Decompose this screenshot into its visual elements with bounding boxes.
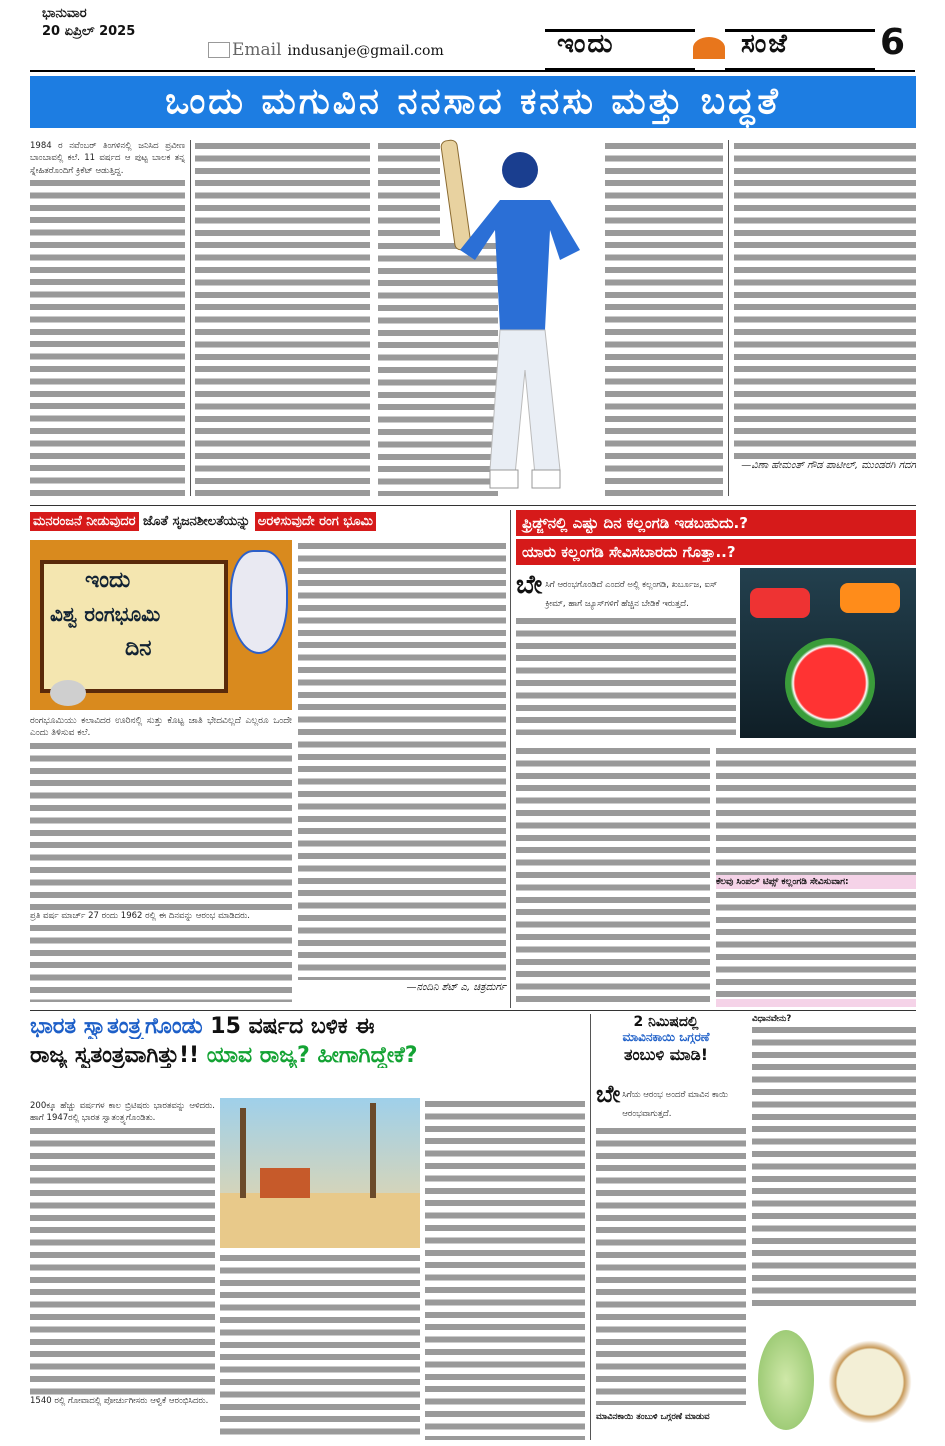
freedom-headline-green: ಯಾವ ರಾಜ್ಯ? ಹೀಗಾಗಿದ್ದೇಕೆ? [206, 1043, 418, 1068]
fridge-lead [516, 572, 736, 742]
email-address[interactable]: indusanje@gmail.com [287, 43, 444, 59]
email-label: Email [232, 40, 282, 60]
lead-column-5 [734, 140, 916, 496]
house-icon [260, 1168, 310, 1198]
berries-icon [750, 588, 810, 618]
envelope-icon [208, 42, 230, 58]
oranges-icon [840, 583, 900, 613]
fridge-opening: ಸಿಗೆ ಆರಂಭಗೊಂಡಿದೆ ಎಂದರೆ ಅಲ್ಲಿ ಕಲ್ಲಂಗಡಿ, ಖರ್ಬೂಜ, ಐಸ್ ಕ್ರೀಮ್, ಹಾಗೆ ಜ್ಯೂಸ್‌ಗಳಿಗೆ ಹೆಚ್ಚಿನ ಬೇಡಿಕೆ ಇರುತ್ತದೆ. [545, 580, 718, 610]
logo-left-text: ಇಂದು [557, 29, 615, 59]
section-rule [30, 505, 916, 506]
theatre-signboard [40, 560, 228, 693]
theatre-image-line3: ದಿನ [125, 636, 152, 661]
theatre-byline: —ನಂದಿನಿ ಶೆಟ್ ಎ, ಚಿತ್ರದುರ್ಗ [406, 982, 506, 993]
freedom-year-line: 1540 ರಲ್ಲಿ ಗೋವಾದಲ್ಲಿ ಪೋರ್ಚುಗೀಸರು ಆಳ್ವಿಕೆ ಆರಂಭಿಸಿದರು. [30, 1395, 209, 1406]
lead-column-4 [605, 140, 723, 496]
theatre-headline-red2: ಅರಳಿಸುವುದೇ ರಂಗ ಭೂಮಿ [255, 512, 376, 531]
issue-date: 20 ಏಪ್ರಿಲ್ 2025 [42, 24, 136, 39]
mango-headline [596, 1014, 736, 1078]
freedom-text-lines [30, 1125, 215, 1395]
freedom-headline-line2: ರಾಜ್ಯ ಸ್ವತಂತ್ರವಾಗಿತ್ತು!! [30, 1043, 200, 1068]
page-number: 6 [880, 22, 906, 63]
theatre-image-line2: ವಿಶ್ವ ರಂಗಭೂಮಿ [50, 602, 161, 626]
masthead-rule [30, 70, 915, 72]
goa-beach-image [220, 1098, 420, 1248]
fridge-text-lines [516, 615, 736, 735]
theatre-headline-rest: ಜೊತೆ ಸೃಜನಶೀಲತೆಯನ್ನು [143, 514, 251, 529]
theatre-text-lines [30, 740, 292, 910]
email-line [232, 40, 444, 60]
freedom-opening: 200ಕ್ಕೂ ಹೆಚ್ಚು ವರ್ಷಗಳ ಕಾಲ ಬ್ರಿಟಿಷರು ಭಾರತವನ್ನು ಆಳಿದರು. ಹಾಗೆ 1947ರಲ್ಲಿ ಭಾರತ ಸ್ವಾತಂತ್ರ್ಯಗೊಂಡಿತು. [30, 1101, 215, 1124]
mask-icon [230, 550, 288, 654]
freedom-headline-blue: ಭಾರತ ಸ್ವಾತಂತ್ರ್ಯಗೊಂಡು [30, 1014, 203, 1039]
theatre-column-2 [298, 540, 506, 980]
mango-headline-1: 2 ನಿಮಿಷದಲ್ಲಿ [633, 1014, 699, 1030]
mango-column-2 [752, 1014, 916, 1314]
mango-text-lines [752, 1024, 916, 1309]
theatre-column-1 [30, 715, 292, 1005]
fridge-text-lines [716, 745, 916, 875]
cricketer-illustration [440, 130, 600, 505]
fridge-tips-title: ಕೆಲವು ಸಿಂಪಲ್ ಟಿಪ್ಸ್ ಕಲ್ಲಂಗಡಿ ಸೇವಿಸುವಾಗ: [716, 877, 849, 887]
lead-byline: —ವಿಣಾ ಹೇಮಂತ್ ಗೌಡ ಪಾಟೀಲ್, ಮುಂಡರಗಿ ಗದಗ [741, 460, 916, 471]
theatre-date-line: ಪ್ರತಿ ವರ್ಷ ಮಾರ್ಚ್ 27 ರಂದು 1962 ರಲ್ಲಿ ಈ ದಿನವನ್ನು ಆರಂಭ ಮಾಡಿದರು. [30, 910, 250, 921]
fridge-column-1 [516, 745, 710, 1005]
freedom-headline [30, 1014, 585, 1094]
lead-column-3a [378, 140, 440, 236]
freedom-headline-number: 15 [210, 1014, 241, 1039]
mango-side-heading: ವಿಧಾನವೇನು? [752, 1014, 792, 1024]
fridge-dropcap: ಬೇ [516, 570, 543, 600]
cricketer-photo [440, 130, 600, 505]
theatre-opening: ರಂಗಭೂಮಿಯು ಕಲಾವಿದರ ಊರಿನಲ್ಲಿ ಸುತ್ತು ಕೊಟ್ಟ ಜಾತಿ ಭೇದವಿಲ್ಲದೆ ಎಲ್ಲರೂ ಒಂದೇ ಎಂದು ತಿಳಿಸುವ ಕಲೆ. [30, 716, 292, 739]
fridge-photo [740, 568, 916, 738]
theatre-text-lines [30, 922, 292, 1002]
fridge-headline-1: ಫ್ರಿಡ್ಜ್‌ನಲ್ಲಿ ಎಷ್ಟು ದಿನ ಕಲ್ಲಂಗಡಿ ಇಡಬಹುದು.? [516, 510, 916, 536]
freedom-column-1 [30, 1100, 215, 1440]
fridge-headline-2: ಯಾರು ಕಲ್ಲಂಗಡಿ ಸೇವಿಸಬಾರದು ಗೊತ್ತಾ..? [516, 539, 916, 565]
column-rule [510, 510, 511, 1008]
lead-column-2 [195, 140, 370, 496]
palm-tree-icon [240, 1108, 246, 1198]
freedom-column-2 [220, 1252, 420, 1440]
mango-headline-2: ಮಾವಿನಕಾಯಿ ಒಗ್ಗರಣೆ [622, 1030, 710, 1044]
mango-opening: ಸಿಗೆಯ ಆರಂಭ ಅಂದರೆ ಮಾವಿನ ಕಾಯಿ ಆರಂಭವಾಗುತ್ತದೆ. [622, 1090, 728, 1120]
freedom-column-3 [425, 1098, 585, 1440]
mango-column-1 [596, 1082, 746, 1402]
column-rule [590, 1014, 591, 1440]
mango-bottom-heading: ಮಾವಿನಕಾಯಿ ತಂಬುಳಿ ಒಗ್ಗರಣೆ ಮಾಡುವ [596, 1412, 710, 1422]
tambuli-bowl-icon [828, 1340, 912, 1424]
theatre-image-line1: ಇಂದು [85, 568, 131, 593]
logo [545, 27, 875, 67]
mango-dropcap: ಬೇ [596, 1080, 621, 1108]
watermelon-icon [785, 638, 875, 728]
theatre-headline [30, 510, 500, 534]
lead-text-lines [30, 177, 185, 496]
raw-mango-icon [758, 1330, 814, 1430]
section-rule [30, 1010, 916, 1011]
fridge-tips-lines [716, 889, 916, 999]
beach-sand [220, 1193, 420, 1248]
lead-opening: 1984 ರ ನವೆಂಬರ್ ತಿಂಗಳಿನಲ್ಲಿ ಜನಿಸಿದ ಪ್ರವೀಣ ಬಾಂಬಾವಲ್ಲಿ ಕಲೆ. 11 ವರ್ಷದ ಆ ಪುಟ್ಟ ಬಾಲಕ ತನ್ನ ಸ್ನೇಹಿತರೊಂದಿಗೆ ಕ್ರಿಕೆಟ್ ಆಡುತ್ತಿದ್ದ. [30, 141, 185, 176]
theatre-day-image [30, 540, 292, 710]
palm-tree-icon [370, 1103, 376, 1198]
fridge-tips-box [716, 745, 916, 1007]
lead-text-lines [734, 140, 916, 460]
mango-photo [758, 1320, 916, 1440]
mango-text-lines [596, 1125, 746, 1405]
masthead [0, 0, 945, 72]
logo-right-text: ಸಂಜೆ [741, 29, 789, 59]
sun-icon [693, 37, 725, 59]
comedy-tragedy-masks-icon [50, 680, 86, 706]
theatre-headline-red: ಮನರಂಜನೆ ನೀಡುವುದರ [30, 512, 139, 531]
lead-column-1 [30, 140, 185, 496]
issue-day: ಭಾನುವಾರ [42, 6, 87, 21]
mango-headline-3: ತಂಬುಳಿ ಮಾಡಿ! [623, 1045, 709, 1064]
column-rule [190, 140, 191, 496]
lead-headline: ಒಂದು ಮಗುವಿನ ನನಸಾದ ಕನಸು ಮತ್ತು ಬದ್ಧತೆ [30, 76, 916, 128]
freedom-headline-rest: ವರ್ಷದ ಬಳಿಕ ಈ [248, 1014, 375, 1039]
column-rule [728, 140, 729, 496]
